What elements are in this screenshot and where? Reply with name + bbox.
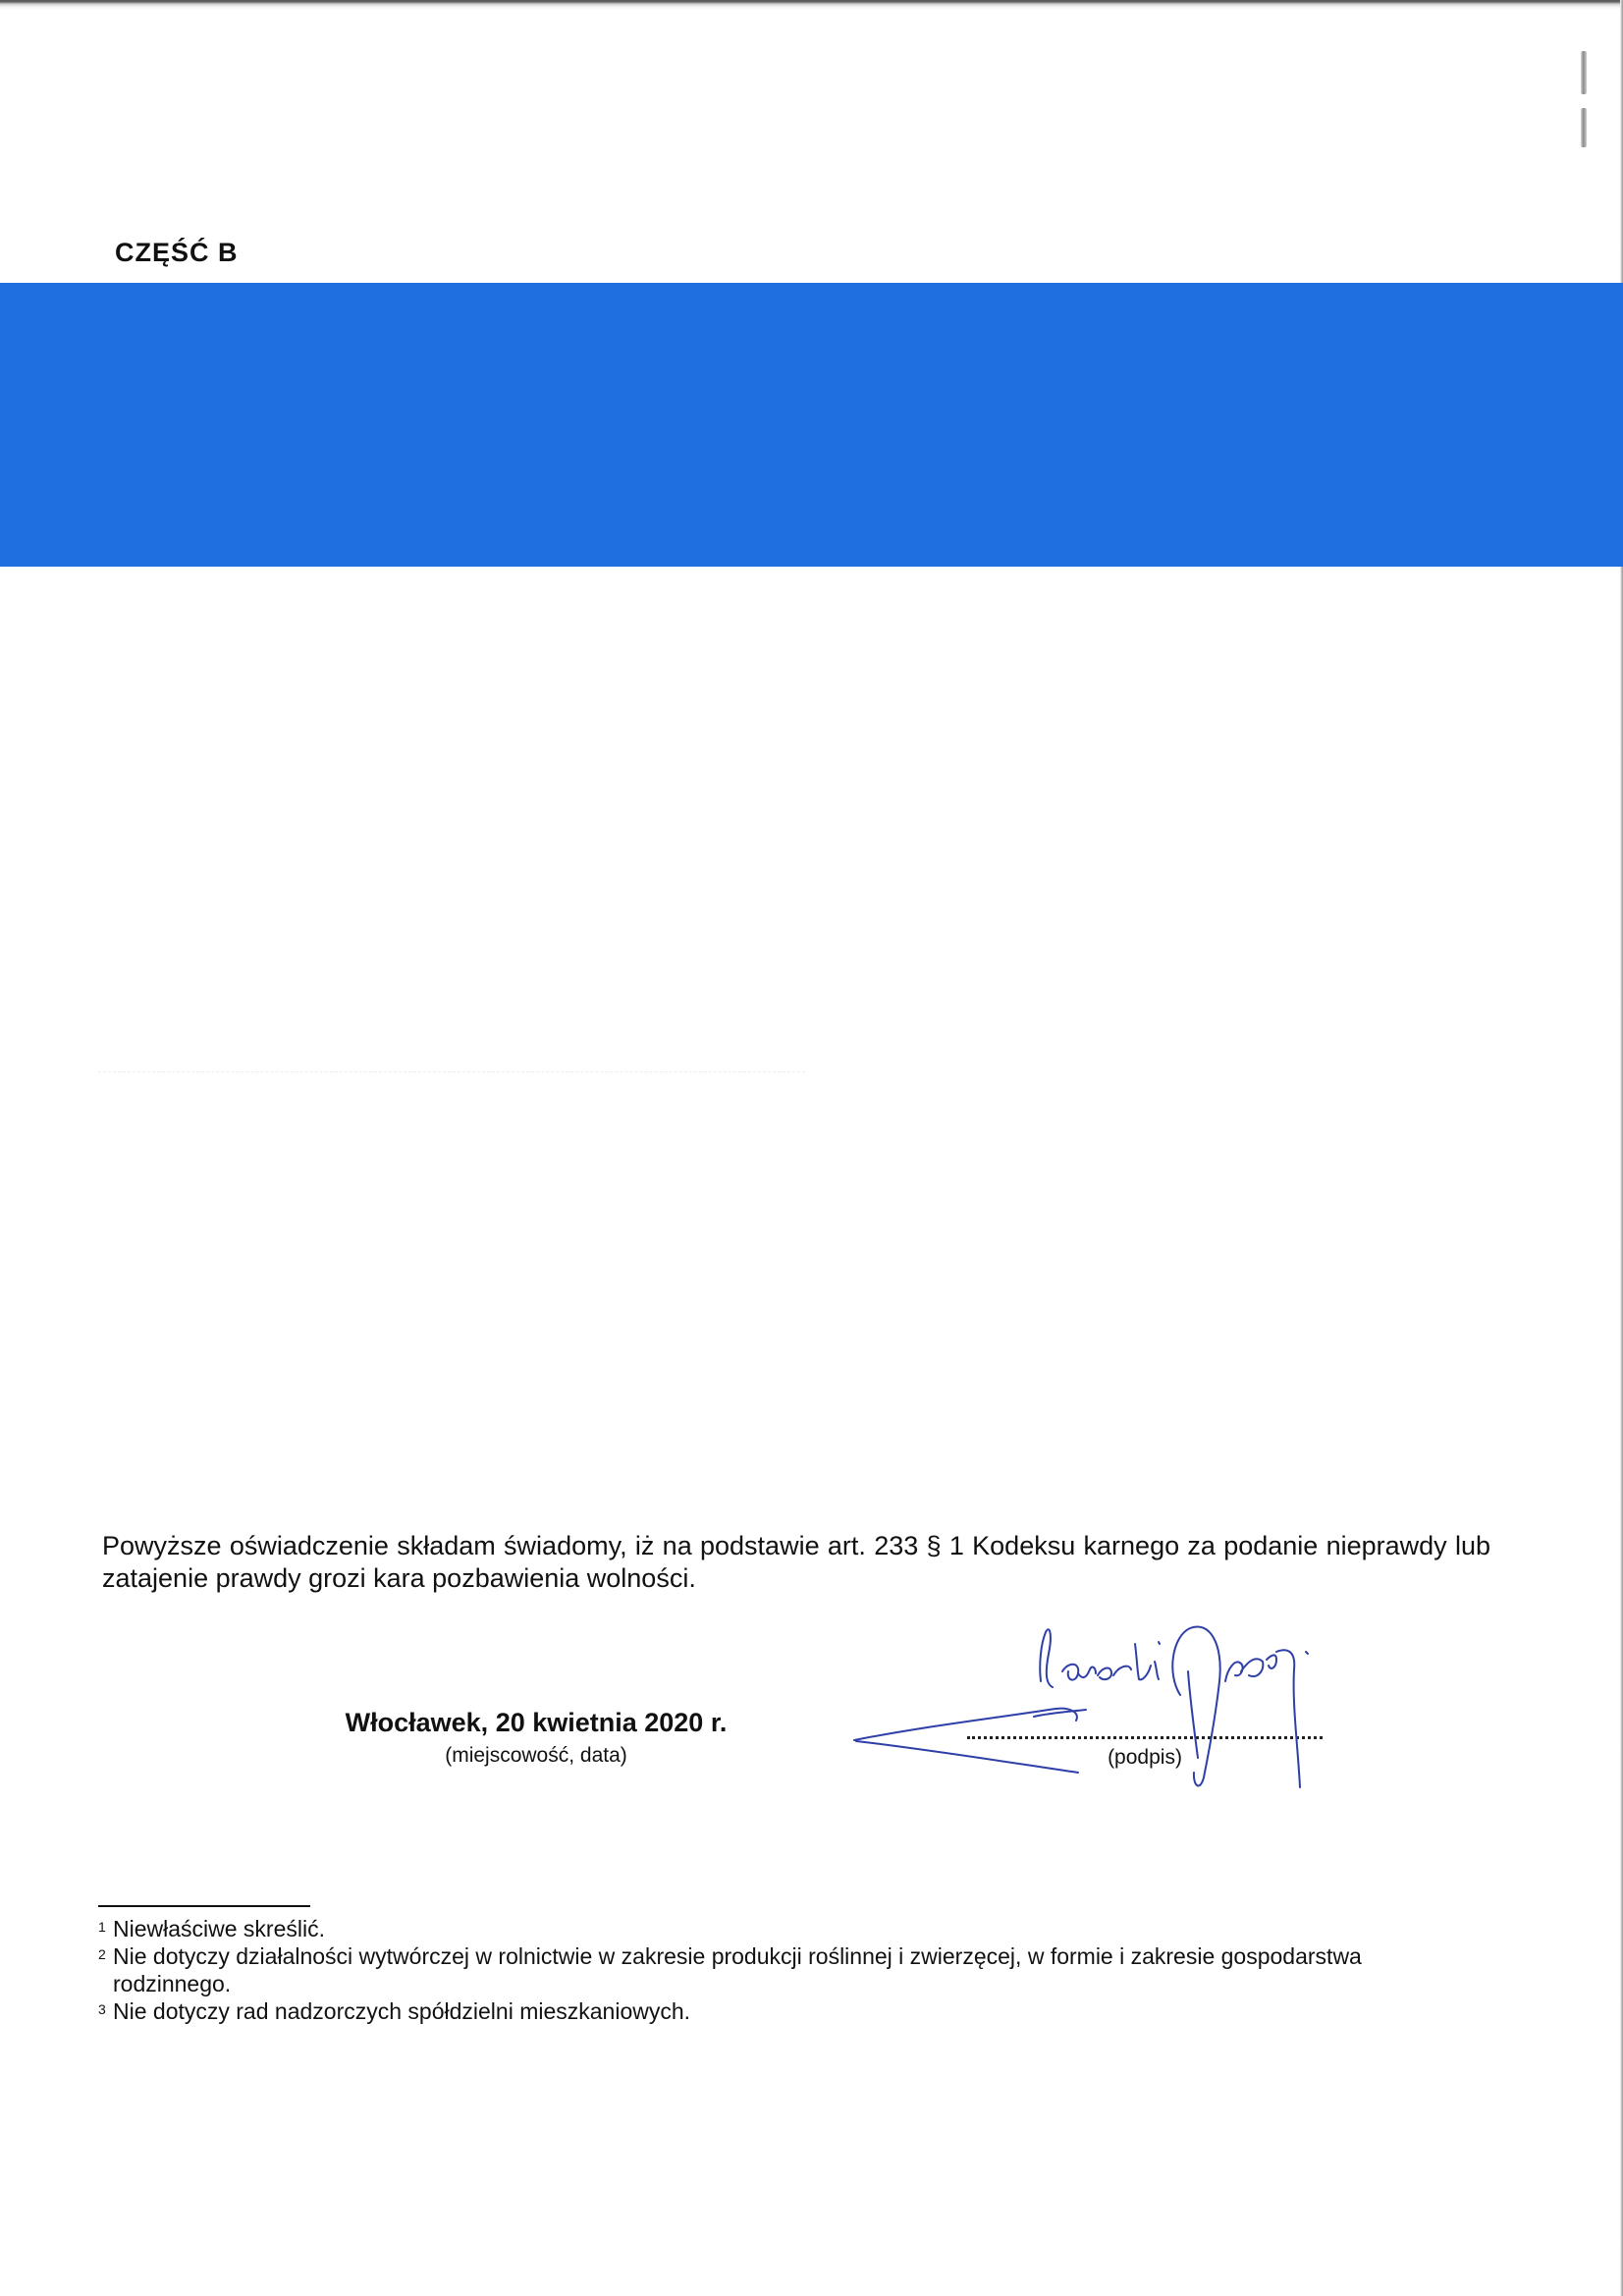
staple-mark: [1581, 108, 1587, 147]
footnote-text: Niewłaściwe skreślić.: [113, 1916, 325, 1941]
footnote-number: 2: [98, 1946, 106, 1962]
faint-scan-line: [98, 1071, 805, 1072]
footnote-1: [98, 1915, 1453, 1942]
footnotes-list: [98, 1915, 1453, 2025]
declaration-statement: Powyższe oświadczenie składam świadomy, iż na podstawie art. 233 § 1 Kodeksu karnego za podanie nieprawdy lub zatajenie prawdy grozi kara pozbawienia wolności.: [102, 1531, 1490, 1593]
signature-caption: (podpis): [1108, 1746, 1182, 1769]
footnote-number: 1: [98, 1919, 106, 1935]
scan-top-edge: [0, 0, 1623, 10]
footnote-2: [98, 1942, 1453, 1997]
footnote-number: 3: [98, 2001, 106, 2017]
footnote-3: [98, 1997, 1453, 2025]
footnote-text: Nie dotyczy rad nadzorczych spółdzielni mieszkaniowych.: [113, 1998, 691, 2024]
section-heading: CZĘŚĆ B: [115, 238, 239, 267]
footnote-rule: [98, 1905, 310, 1907]
staple-mark: [1581, 51, 1587, 94]
redaction-bar: [0, 283, 1623, 567]
place-date-caption: (miejscowość, data): [445, 1744, 627, 1767]
handwritten-signature: [844, 1611, 1394, 1807]
footnote-text: Nie dotyczy działalności wytwórczej w rolnictwie w zakresie produkcji roślinnej i zwierzęcej, w formie i zakresie gospodarstwa rodzinnego.: [113, 1943, 1362, 1996]
place-date-value: Włocławek, 20 kwietnia 2020 r.: [345, 1708, 728, 1737]
